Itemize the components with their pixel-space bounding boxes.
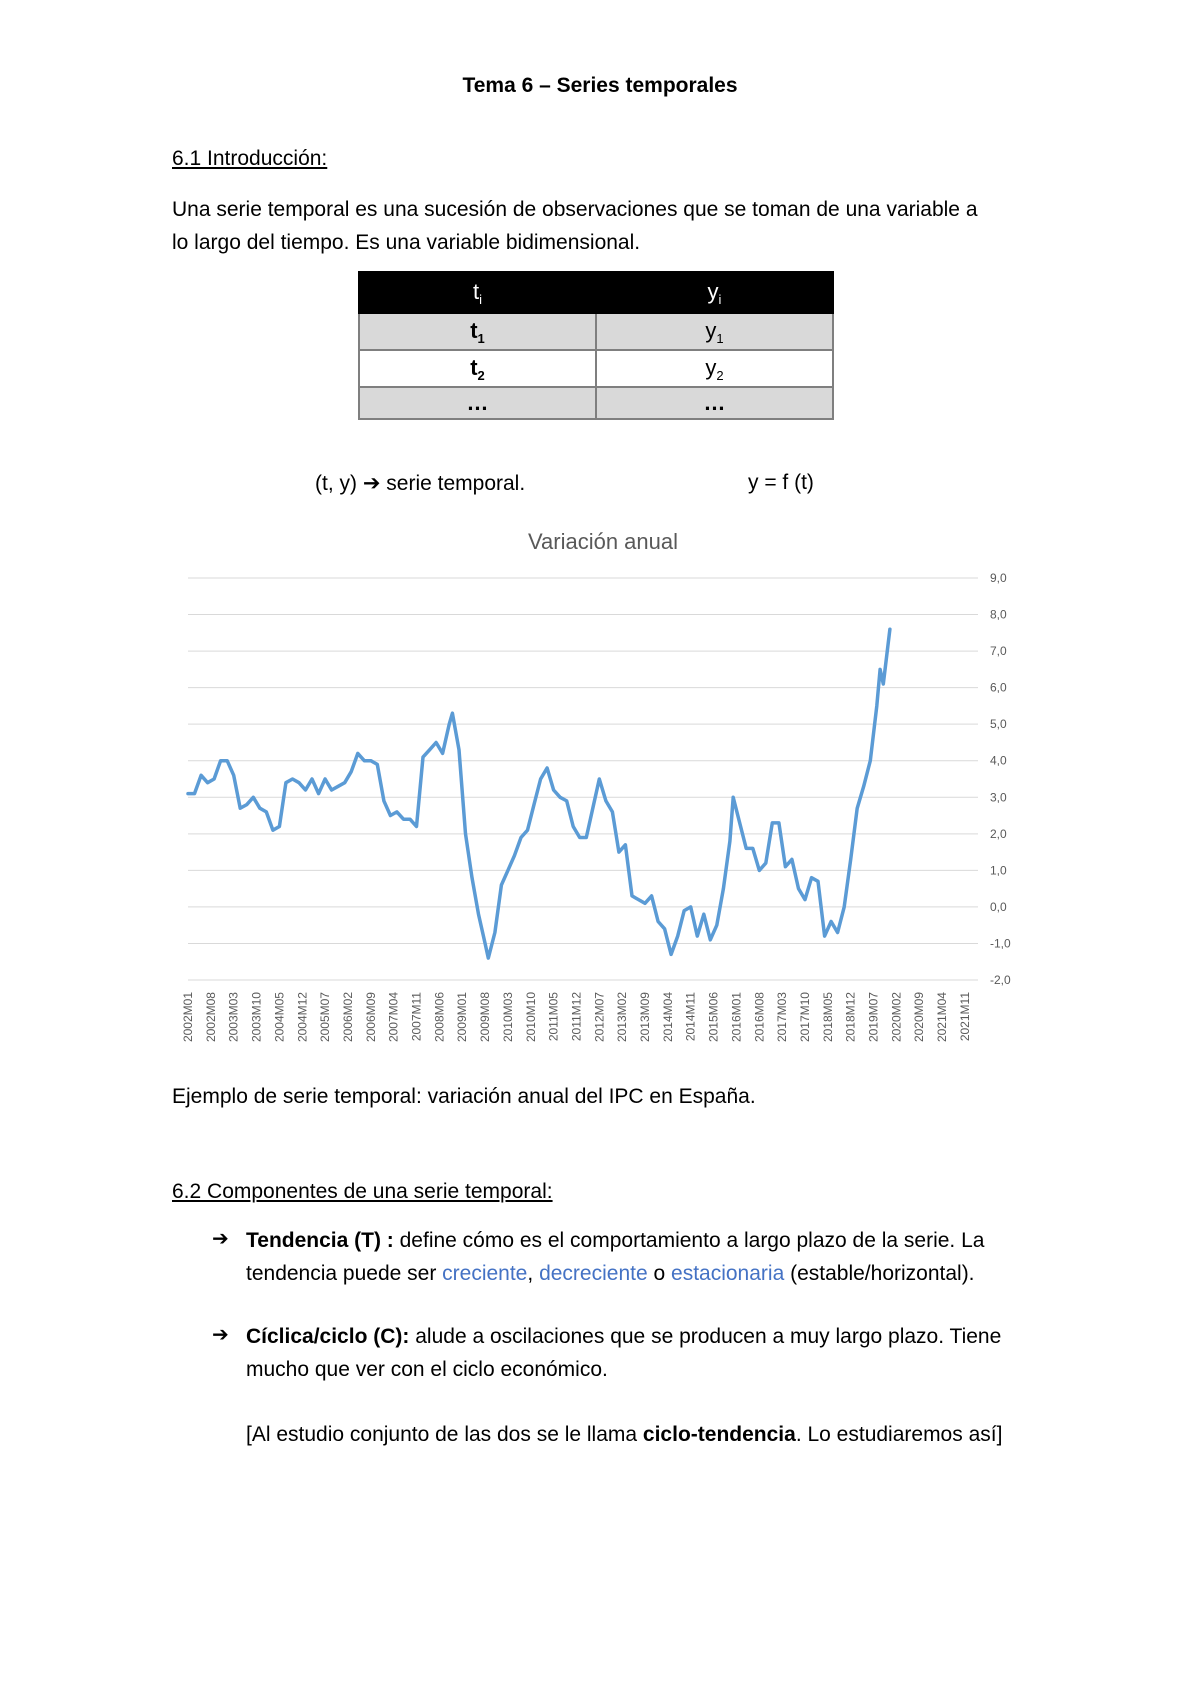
x-tick-label: 2016M01 [729, 992, 744, 1043]
x-tick-label: 2014M04 [660, 992, 675, 1043]
chart-title: Variación anual [527, 529, 679, 554]
y-tick-label: 8,0 [990, 607, 1007, 622]
section-2-heading: 6.2 Componentes de una serie temporal: [172, 1180, 553, 1203]
term-estacionaria: estacionaria [671, 1262, 785, 1285]
x-tick-label: 2015M06 [706, 992, 721, 1043]
y-tick-label: 6,0 [990, 680, 1007, 695]
table-header-y: $y_i$ [596, 272, 833, 313]
x-tick-label: 2002M08 [203, 992, 218, 1043]
intro-line-1: Una serie temporal es una sucesión de observaciones que se toman de una variable a [172, 198, 978, 221]
relation-serie-temporal: (t, y) ➔ serie temporal. [315, 472, 526, 495]
x-tick-label: 2020M09 [912, 992, 927, 1043]
ciclo-line-2: mucho que ver con el ciclo económico. [246, 1358, 608, 1381]
x-tick-label: 2006M09 [363, 992, 378, 1043]
x-tick-label: 2009M08 [478, 992, 493, 1043]
y-tick-label: 2,0 [990, 826, 1007, 841]
x-tick-label: 2010M10 [523, 992, 538, 1043]
y-tick-label: 7,0 [990, 644, 1007, 659]
ciclo-tendencia-note: [Al estudio conjunto de las dos se le llama ciclo-tendencia. Lo estudiaremos así] [246, 1423, 1003, 1446]
x-tick-label: 2011M12 [569, 992, 584, 1042]
table-header-row [359, 272, 833, 313]
table-row [359, 350, 833, 387]
y-tick-label: -1,0 [990, 936, 1011, 951]
x-tick-label: 2018M12 [843, 992, 858, 1043]
chart-x-axis [181, 992, 972, 1042]
ty-table [358, 271, 834, 420]
intro-line-2: lo largo del tiempo. Es una variable bidimensional. [172, 231, 641, 254]
section-1-heading: 6.1 Introducción: [172, 147, 328, 170]
table-cell-y2: $y_2$ [596, 350, 833, 387]
y-tick-label: -2,0 [990, 973, 1011, 987]
x-tick-label: 2009M01 [455, 992, 470, 1043]
chart-series [188, 629, 890, 958]
x-tick-label: 2002M01 [181, 992, 195, 1043]
chart-caption: Ejemplo de serie temporal: variación anual del IPC en España. [172, 1085, 756, 1108]
x-tick-label: 2011M05 [546, 992, 561, 1042]
table-row [359, 313, 833, 350]
table-header-t: $t_i$ [359, 272, 596, 313]
chart-y-axis [990, 571, 1011, 987]
y-tick-label: 0,0 [990, 899, 1007, 914]
x-tick-label: 2017M03 [775, 992, 790, 1043]
x-tick-label: 2020M02 [889, 992, 904, 1043]
x-tick-label: 2003M03 [226, 992, 241, 1043]
x-tick-label: 2013M02 [615, 992, 630, 1043]
table-row [359, 387, 833, 419]
table-cell-y-ellipsis: … [596, 387, 833, 419]
x-tick-label: 2008M06 [432, 992, 447, 1043]
x-tick-label: 2016M08 [752, 992, 767, 1043]
tendencia-line-2: tendencia puede ser creciente, decreciente o estacionaria (estable/horizontal). [246, 1262, 975, 1285]
arrow-bullet-icon: ➔ [212, 1324, 229, 1346]
x-tick-label: 2007M04 [386, 992, 401, 1043]
ciclo-line-1: Cíclica/ciclo (C): alude a oscilaciones que se producen a muy largo plazo. Tiene [246, 1325, 1002, 1348]
arrow-right-icon: ➔ [362, 472, 381, 495]
y-tick-label: 1,0 [990, 863, 1007, 878]
x-tick-label: 2013M09 [638, 992, 653, 1043]
y-tick-label: 5,0 [990, 717, 1007, 732]
x-tick-label: 2012M07 [592, 992, 607, 1043]
x-tick-label: 2010M03 [500, 992, 515, 1043]
table-cell-t-ellipsis: … [359, 387, 596, 419]
y-tick-label: 4,0 [990, 753, 1007, 768]
chart-gridlines [188, 578, 978, 980]
term-creciente: creciente [442, 1262, 528, 1285]
table-cell-t2: $t_2$ [359, 350, 596, 387]
y-tick-label: 9,0 [990, 571, 1007, 585]
table-cell-t1: $t_1$ [359, 313, 596, 350]
arrow-bullet-icon: ➔ [212, 1228, 229, 1250]
table-cell-y1: $y_1$ [596, 313, 833, 350]
x-tick-label: 2021M11 [957, 992, 972, 1042]
x-tick-label: 2019M07 [866, 992, 881, 1043]
x-tick-label: 2017M10 [797, 992, 812, 1043]
relation-function: y = f (t) [748, 471, 814, 494]
document-title: Tema 6 – Series temporales [462, 74, 738, 97]
tendencia-line-1: Tendencia (T) : define cómo es el comportamiento a largo plazo de la serie. La [246, 1229, 985, 1252]
x-tick-label: 2018M05 [820, 992, 835, 1043]
ipc-line-chart [160, 520, 1040, 1060]
x-tick-label: 2004M05 [272, 992, 287, 1043]
x-tick-label: 2014M11 [683, 992, 698, 1042]
x-tick-label: 2006M02 [340, 992, 355, 1043]
series-line [188, 629, 890, 958]
x-tick-label: 2007M11 [409, 992, 424, 1042]
term-decreciente: decreciente [539, 1262, 648, 1285]
x-tick-label: 2003M10 [249, 992, 264, 1043]
x-tick-label: 2005M07 [318, 992, 333, 1043]
x-tick-label: 2004M12 [295, 992, 310, 1043]
x-tick-label: 2021M04 [935, 992, 950, 1043]
y-tick-label: 3,0 [990, 790, 1007, 805]
